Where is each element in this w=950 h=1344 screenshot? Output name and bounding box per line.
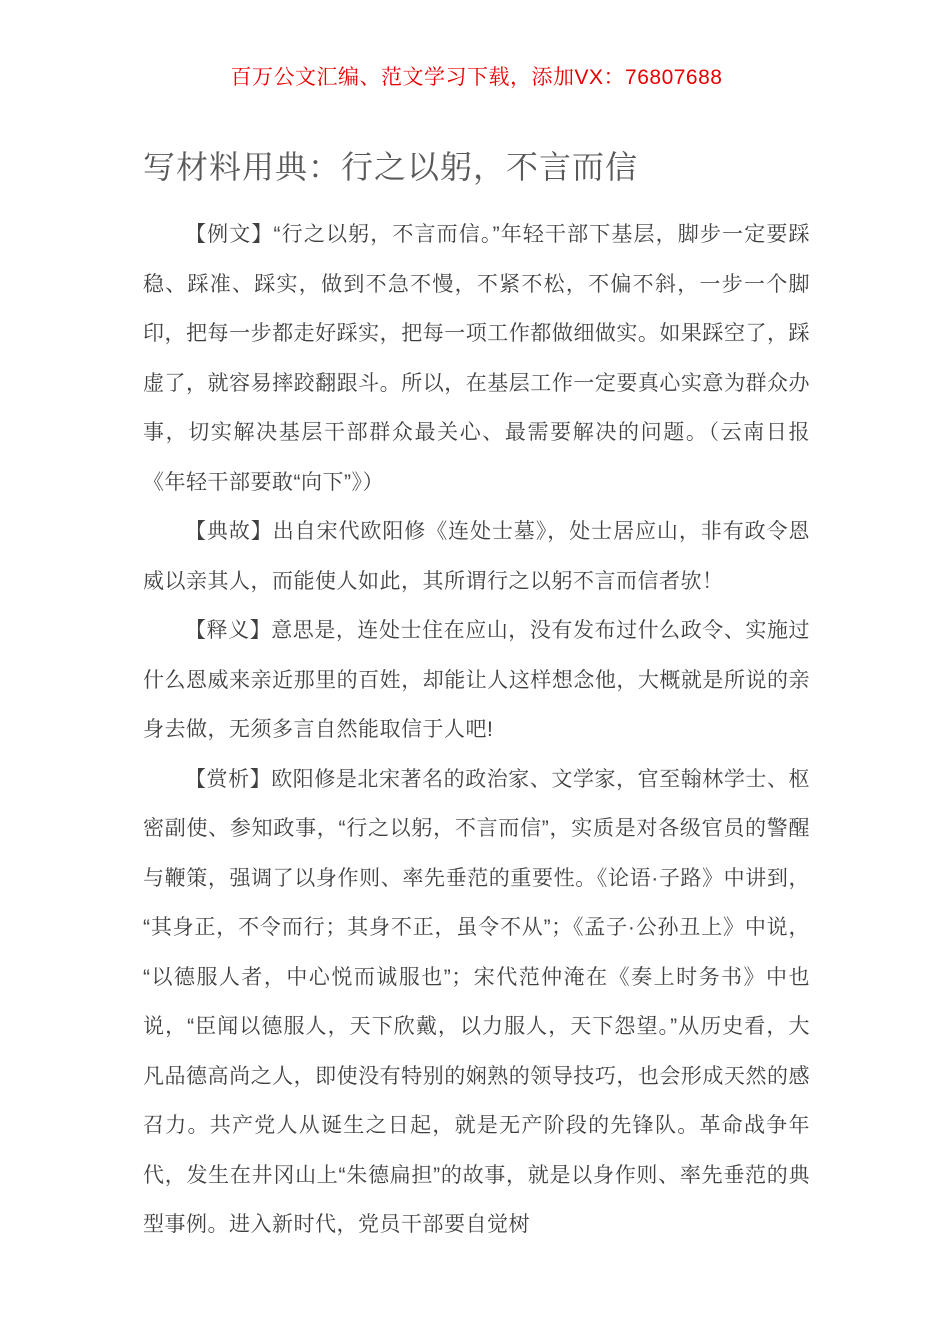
paragraph-shangxi: 【赏析】欧阳修是北宋著名的政治家、文学家，官至翰林学士、枢密副使、参知政事，“行之以躬，不言而信”，实质是对各级官员的警醒与鞭策，强调了以身作则、率先垂范的重要性。《论语·子路》中讲到，“其身正，不令而行；其身不正，虽令不从”；《孟子·公孙丑上》中说，“以德服人者，中心悦而诚服也”；宋代范仲淹在《奏上时务书》中也说，“臣闻以德服人，天下欣戴，以力服人，天下怨望。”从历史看，大凡品德高尚之人，即使没有特别的娴熟的领导技巧，也会形成天然的感召力。共产党人从诞生之日起，就是无产阶段的先锋队。革命战争年代，发生在井冈山上“朱德扁担”的故事，就是以身作则、率先垂范的典型事例。进入新时代，党员干部要自觉树 bbox=[143, 767, 810, 1236]
paragraph-liwen: 【例文】“行之以躬，不言而信。”年轻干部下基层，脚步一定要踩稳、踩准、踩实，做到不急不慢，不紧不松，不偏不斜，一步一个脚印，把每一步都走好踩实，把每一项工作都做细做实。如果踩空了，踩虚了，就容易摔跤翻跟斗。所以，在基层工作一定要真心实意为群众办事，切实解决基层干部群众最关心、最需要解决的问题。（云南日报《年轻干部要敢“向下”》） bbox=[143, 223, 810, 494]
document-body bbox=[143, 210, 810, 1250]
document-title: 写材料用典：行之以躬，不言而信 bbox=[143, 149, 639, 185]
promo-header-text: 百万公文汇编、范文学习下载，添加VX：76807688 bbox=[230, 66, 723, 89]
paragraph-shiyi: 【释义】意思是，连处士住在应山，没有发布过什么政令、实施过什么恩威来亲近那里的百姓，却能让人这样想念他，大概就是所说的亲身去做，无须多言自然能取信于人吧! bbox=[143, 619, 810, 741]
paragraph-diangu: 【典故】出自宋代欧阳修《连处士墓》，处士居应山，非有政令恩威以亲其人，而能使人如此，其所谓行之以躬不言而信者欤！ bbox=[143, 520, 810, 593]
